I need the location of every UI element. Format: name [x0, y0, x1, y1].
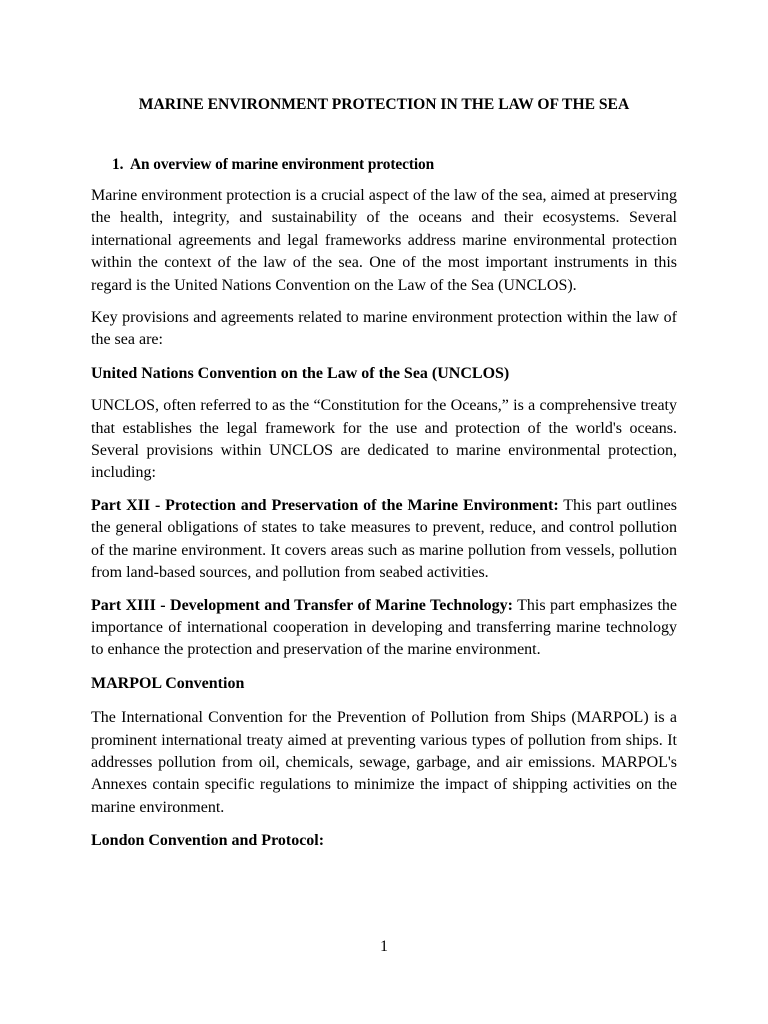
part-xiii-lead: Part XIII - Development and Transfer of Marine Technology: — [91, 596, 513, 614]
document-page — [91, 86, 677, 853]
unclos-heading: United Nations Convention on the Law of the Sea (UNCLOS) — [91, 364, 510, 382]
unclos-paragraph: UNCLOS, often referred to as the “Constitution for the Oceans,” is a comprehensive treaty that establishes the legal framework for the use and protection of the world's oceans. Several provisions within UNCLOS are dedicated to marine environmental protection, including: — [91, 397, 677, 482]
part-xii-lead: Part XII - Protection and Preservation of the Marine Environment: — [91, 496, 559, 514]
part-xii-paragraph — [91, 495, 677, 585]
document-title: MARINE ENVIRONMENT PROTECTION IN THE LAW OF THE SEA — [138, 96, 630, 113]
section-heading-text: An overview of marine environment protection — [130, 156, 435, 173]
key-provisions-paragraph: Key provisions and agreements related to marine environment protection within the law of the sea are: — [91, 309, 677, 349]
london-heading: London Convention and Protocol: — [91, 832, 325, 850]
marpol-heading: MARPOL Convention — [91, 674, 245, 692]
section-number: 1. — [112, 156, 124, 173]
part-xiii-body: This part emphasizes the importance of international cooperation in developing and transferring marine technology to enhance the protection and preservation of the marine environment. — [91, 596, 677, 659]
page-number: 1 — [380, 938, 388, 955]
marpol-paragraph: The International Convention for the Prevention of Pollution from Ships (MARPOL) is a prominent international treaty aimed at preventing various types of pollution from ships. It addresses pollution from oil, chemicals, sewage, garbage, and air emissions. MARPOL's Annexes contain specific regulations to minimize the impact of shipping activities on the marine environment. — [91, 709, 677, 816]
part-xiii-paragraph — [91, 595, 677, 662]
intro-paragraph: Marine environment protection is a crucial aspect of the law of the sea, aimed at preserving the health, integrity, and sustainability of the oceans and their ecosystems. Several international agreements and legal frameworks address marine environmental protection within the context of the law of the sea. One of the most important instruments in this regard is the United Nations Convention on the Law of the Sea (UNCLOS). — [91, 187, 677, 294]
part-xii-body: This part outlines the general obligations of states to take measures to prevent, reduce, and control pollution of the marine environment. It covers areas such as marine pollution from vessels, pollution from land-based sources, and pollution from seabed activities. — [91, 496, 677, 582]
section-heading — [91, 155, 677, 175]
